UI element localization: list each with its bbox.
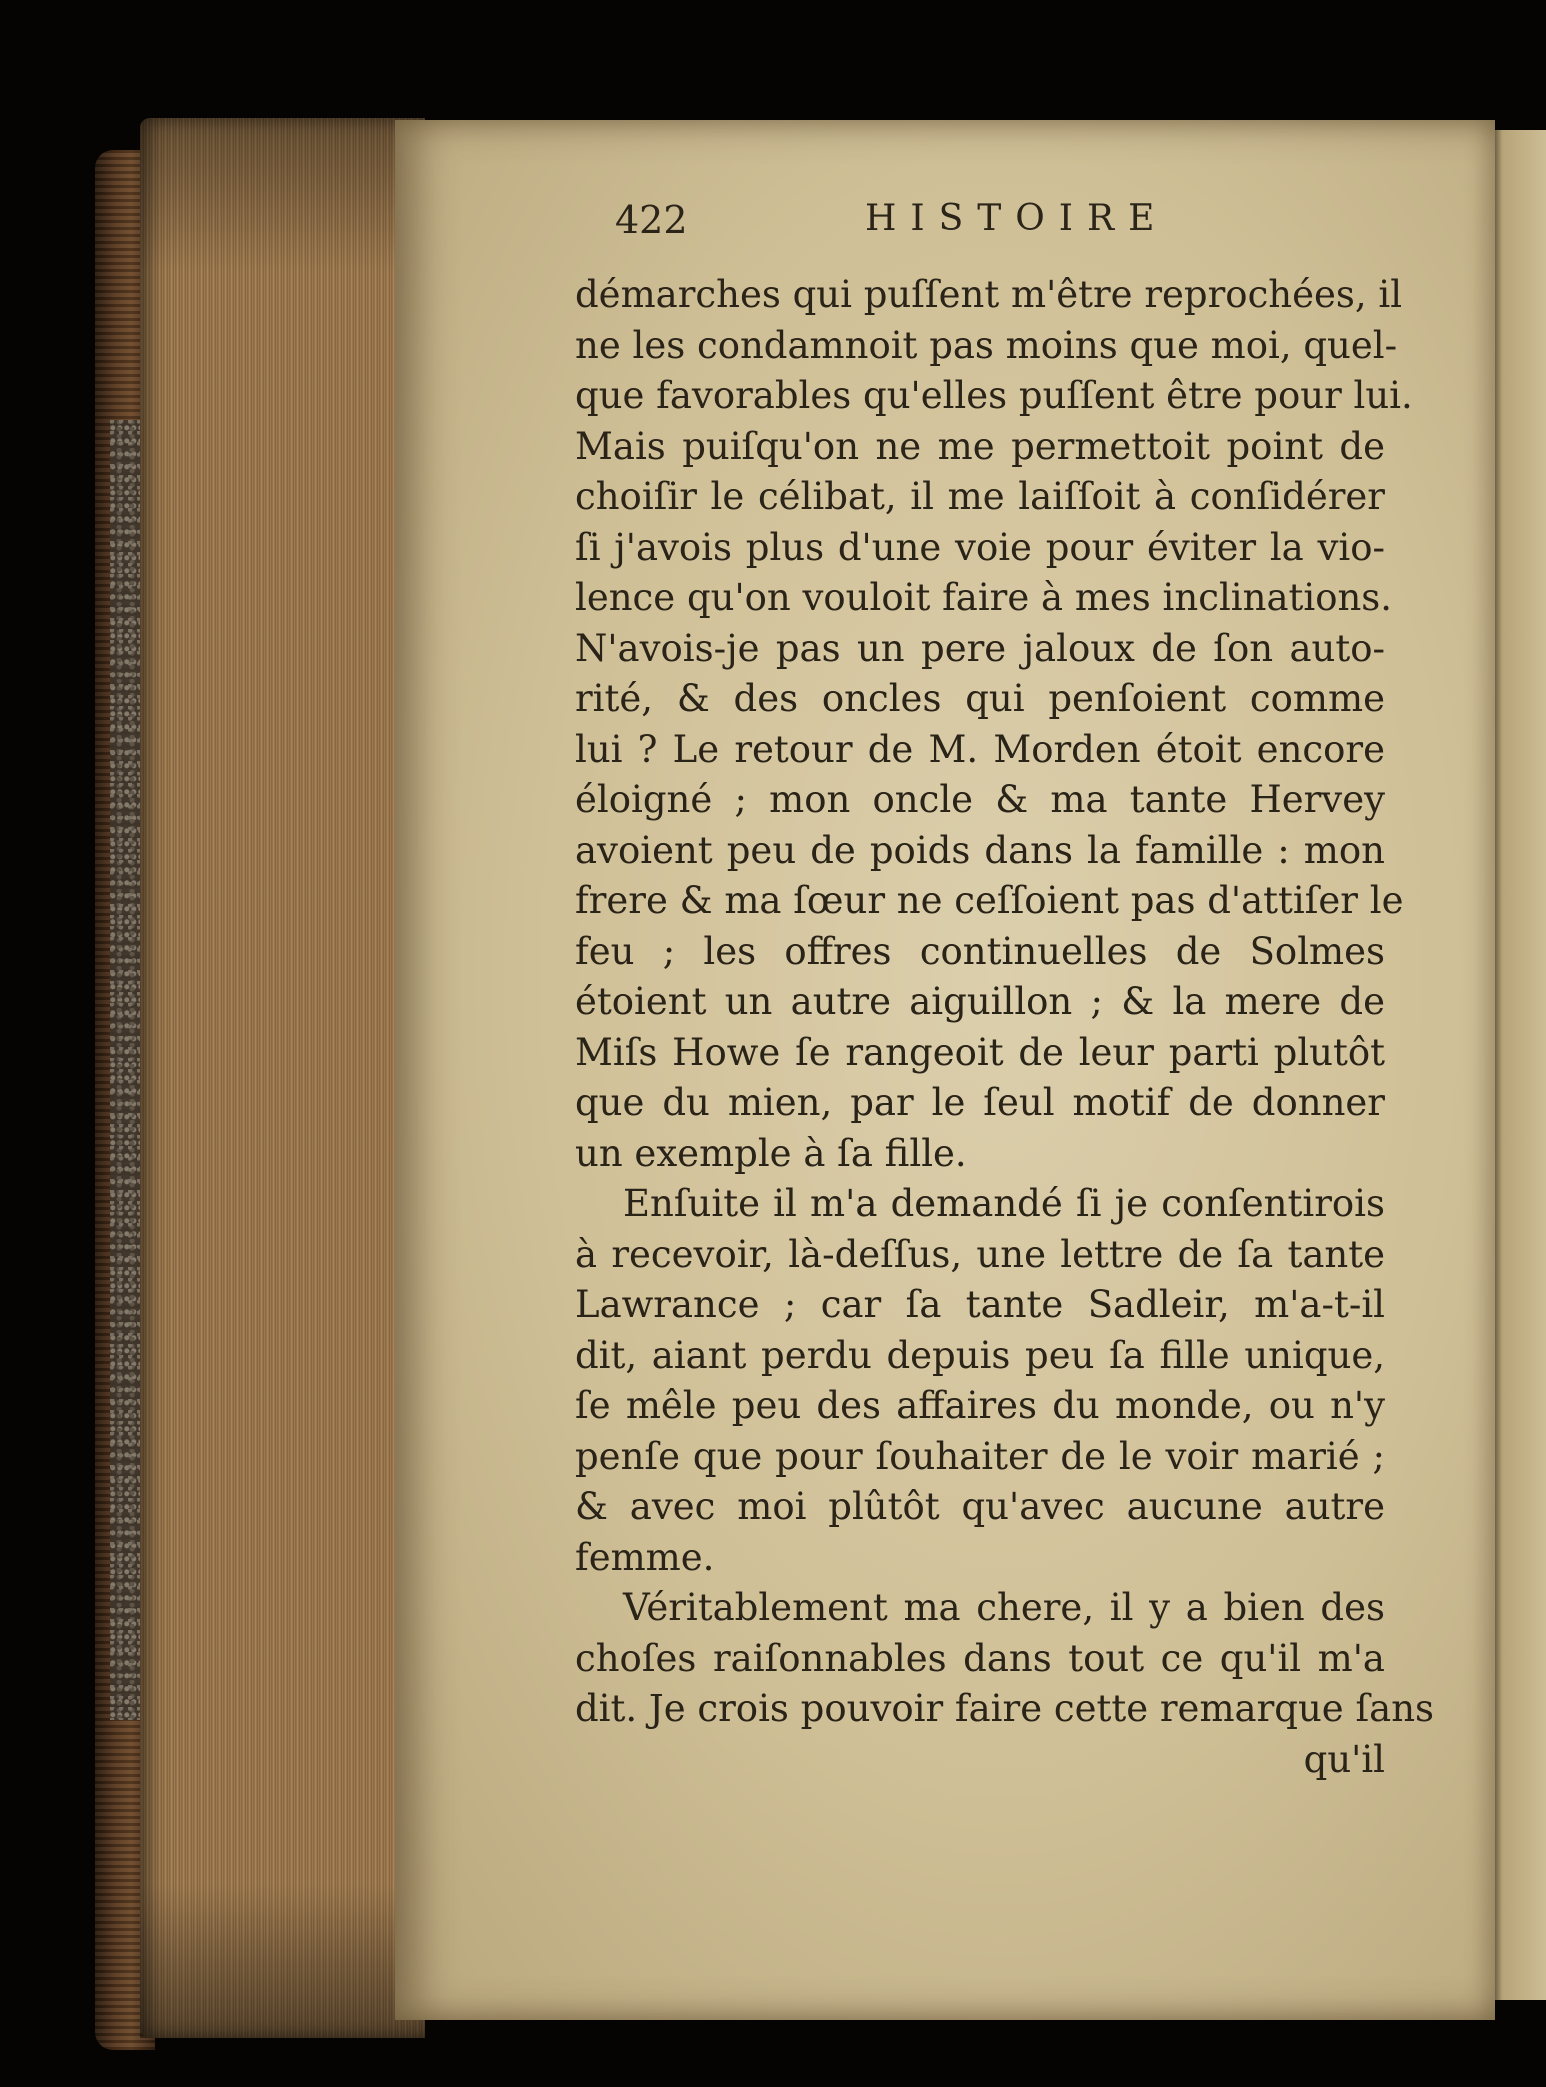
text-line: & avec moi plûtôt qu'avec aucune autre [575,1485,1385,1528]
text-line: un exemple à ſa fille. [575,1131,967,1175]
text-line: ne les condamnoit pas moins que moi, quel- [575,323,1398,367]
text-line: ſi j'avois plus d'une voie pour éviter la vio- [575,525,1385,569]
text-line: N'avois-je pas un pere jaloux de ſon auto- [575,626,1385,670]
catchword: qu'il [1303,1737,1385,1781]
text-line: femme. [575,1535,715,1579]
text-line: démarches qui puſſent m'être reprochées, il [575,273,1403,316]
text-line: à recevoir, là-deſſus, une lettre de ſa tante [575,1232,1385,1276]
text-line: avoient peu de poids dans la famille : mon [575,828,1385,872]
text-line: choiſir le célibat, il me laiſſoit à conſidérer [575,475,1385,518]
text-line: choſes raiſonnables dans tout ce qu'il m'a [575,1636,1385,1680]
page-header [615,198,1335,258]
text-line: dit. Je crois pouvoir faire cette remarque ſans [575,1687,1435,1730]
text-line: dit, aiant perdu depuis peu ſa fille unique, [575,1333,1385,1377]
paragraph-start-line: Enſuite il m'a demandé ſi je conſentirois [623,1182,1385,1225]
text-line: éloigné ; mon oncle & ma tante Hervey [575,778,1385,821]
text-line: étoient un autre aiguillon ; & la mere de [575,980,1385,1023]
text-line: que favorables qu'elles puſſent être pour lui. [575,374,1413,417]
facing-page-sliver [1488,130,1546,2000]
text-line: Mais puiſqu'on ne me permettoit point de [575,424,1385,468]
text-line: ſe mêle peu des affaires du monde, ou n'y [575,1384,1385,1427]
text-line: feu ; les offres continuelles de Solmes [575,929,1385,973]
text-line: rité, & des oncles qui penſoient comme [575,677,1385,720]
text-line: frere & ma ſœur ne ceſſoient pas d'attiſer le [575,879,1404,922]
page-number: 422 [615,198,688,242]
text-line: Miſs Howe ſe rangeoit de leur parti plutôt [575,1030,1385,1074]
text-line: lui ? Le retour de M. Morden étoit encore [575,727,1385,771]
paragraph-start-line: Véritablement ma chere, il y a bien des [623,1586,1385,1629]
body-text [575,270,1435,1785]
text-line: penſe que pour ſouhaiter de le voir marié ; [575,1434,1385,1478]
text-line: Lawrance ; car ſa tante Sadleir, m'a-t-il [575,1283,1385,1326]
marbled-cover-edge [110,420,144,1720]
running-title: HISTOIRE [865,198,1169,239]
page-edges-stack [140,118,425,2038]
text-line: que du mien, par le ſeul motif de donner [575,1081,1385,1124]
text-line: lence qu'on vouloit faire à mes inclinations. [575,576,1393,619]
